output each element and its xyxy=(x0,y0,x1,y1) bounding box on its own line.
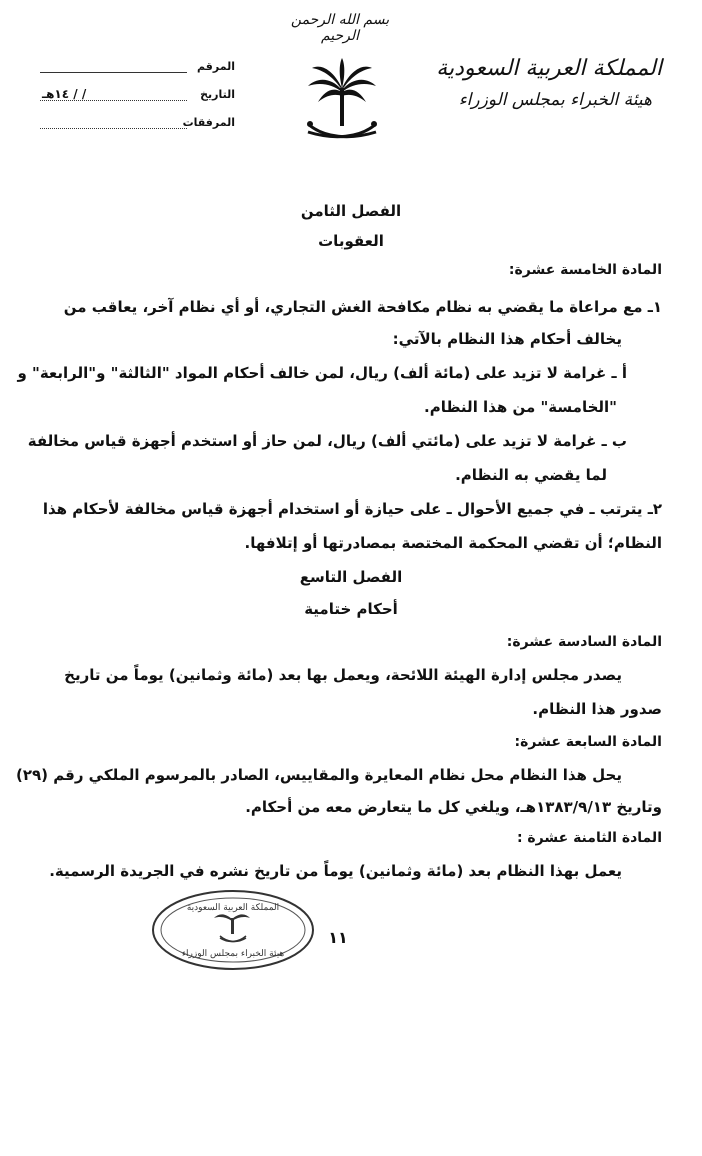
chapter-eight-title: الفصل الثامن xyxy=(300,202,402,220)
chapter-nine-subtitle: أحكام ختامية xyxy=(304,600,398,618)
authority-name: هيئة الخبراء بمجلس الوزراء xyxy=(458,90,652,110)
article-17-title: المادة السابعة عشرة: xyxy=(514,734,662,750)
article-18-title: المادة الثامنة عشرة : xyxy=(516,830,662,846)
article-15-clause-1-line-1: ١ـ مع مراعاة ما يقضي به نظام مكافحة الغش التجاري، أو أي نظام آخر، يعاقب من xyxy=(63,298,662,316)
reference-label: المرقم xyxy=(197,60,235,73)
article-15-item-a-line-2: "الخامسة" من هذا النظام. xyxy=(424,398,617,416)
page-number: ١١ xyxy=(328,928,348,947)
article-15-item-b-line-1: ب ـ غرامة لا تزيد على (مائتي ألف) ريال، لمن حاز أو استخدم أجهزة قياس مخالفة xyxy=(27,432,627,450)
article-18-line-1: يعمل بهذا النظام بعد (مائة وثمانين) يوماً من تاريخ نشره في الجريدة الرسمية. xyxy=(49,862,622,880)
article-17-line-1: يحل هذا النظام محل نظام المعايرة والمقاييس، الصادر بالمرسوم الملكي رقم (٢٩) xyxy=(15,766,622,784)
article-16-line-2: صدور هذا النظام. xyxy=(532,700,662,718)
date-field xyxy=(40,88,235,104)
official-seal xyxy=(150,888,316,972)
article-15-item-b-line-2: لما يقضي به النظام. xyxy=(455,466,607,484)
seal-bottom-text: هيئة الخبراء بمجلس الوزراء xyxy=(181,949,285,959)
article-15-item-a-line-1: أ ـ غرامة لا تزيد على (مائة ألف) ريال، لمن خالف أحكام المواد "الثالثة" و"الرابعة" و xyxy=(17,364,627,382)
kingdom-name: المملكة العربية السعودية xyxy=(436,56,662,81)
attachments-label: المرفقات xyxy=(182,116,235,129)
saudi-emblem-icon xyxy=(302,58,382,150)
seal-top-text: المملكة العربية السعودية xyxy=(186,903,280,913)
article-15-title: المادة الخامسة عشرة: xyxy=(508,262,662,278)
article-17-line-2: وتاريخ ١٣٨٣/٩/١٣هـ، ويلغي كل ما يتعارض معه من أحكام. xyxy=(245,798,662,816)
article-15-clause-2-line-2: النظام؛ أن تقضي المحكمة المختصة بمصادرتها أو إتلافها. xyxy=(244,534,662,552)
basmala: بسم الله الرحمن الرحيم xyxy=(290,12,390,44)
chapter-eight-subtitle: العقوبات xyxy=(318,232,384,250)
seal-emblem-icon xyxy=(214,914,250,941)
reference-field xyxy=(40,60,235,76)
article-15-clause-1-line-2: يخالف أحكام هذا النظام بالآتي: xyxy=(392,330,622,348)
article-15-clause-2-line-1: ٢ـ يترتب ـ في جميع الأحوال ـ على حيازة أو استخدام أجهزة قياس مخالفة لأحكام هذا xyxy=(42,500,662,518)
date-label: التاريخ xyxy=(200,88,235,101)
date-template: / / ١٤هـ xyxy=(42,87,87,101)
article-16-line-1: يصدر مجلس إدارة الهيئة اللائحة، ويعمل بها بعد (مائة وثمانين) يوماً من تاريخ xyxy=(64,666,622,684)
article-16-title: المادة السادسة عشرة: xyxy=(506,634,662,650)
chapter-nine-title: الفصل التاسع xyxy=(299,568,403,586)
attachments-field xyxy=(40,116,235,132)
